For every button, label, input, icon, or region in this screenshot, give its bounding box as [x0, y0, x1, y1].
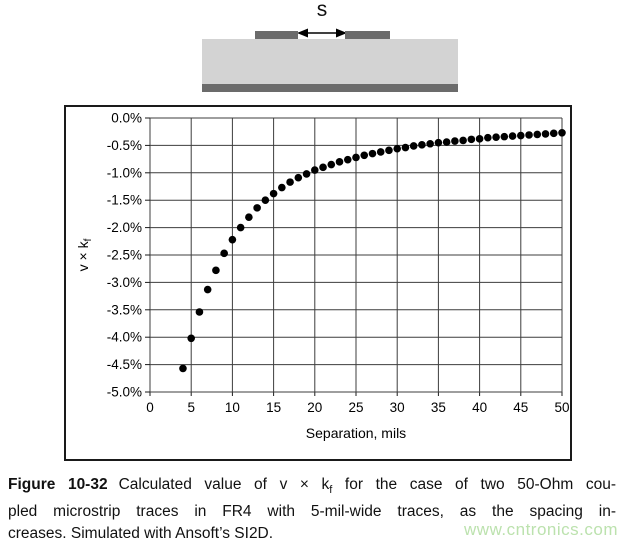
data-point	[501, 133, 509, 141]
data-point	[517, 132, 525, 140]
microstrip-trace-right	[345, 31, 390, 39]
caption-line-3: creases. Simulated with Ansoft’s SI2D.	[8, 525, 274, 543]
data-point	[369, 150, 377, 158]
chart-area	[64, 105, 572, 461]
x-tick-label: 35	[430, 400, 446, 415]
data-point	[229, 236, 237, 244]
ground-plane	[202, 84, 458, 92]
data-point	[212, 267, 220, 275]
microstrip-cross-section-diagram	[0, 0, 624, 100]
data-point	[253, 204, 261, 212]
data-point	[278, 184, 286, 192]
data-point	[451, 137, 459, 145]
data-point	[344, 156, 352, 164]
y-tick-label: -4.5%	[106, 357, 142, 373]
caption-subscript: f	[329, 484, 333, 497]
data-point	[262, 196, 270, 204]
watermark: www.cntronics.com	[464, 520, 618, 539]
y-tick-label: -4.0%	[106, 329, 142, 345]
x-tick-label: 20	[307, 400, 323, 415]
x-tick-label: 0	[146, 400, 154, 415]
data-point	[459, 137, 467, 145]
data-point	[426, 140, 434, 148]
data-point	[377, 148, 385, 156]
y-tick-label: -1.0%	[106, 165, 142, 181]
x-tick-label: 50	[554, 400, 570, 415]
x-tick-label: 10	[224, 400, 240, 415]
data-point	[220, 250, 228, 258]
figure-number: Figure 10-32	[8, 476, 108, 493]
y-axis-title: $v \times k_f$	[75, 238, 94, 272]
data-point	[179, 365, 187, 373]
data-point	[245, 213, 253, 221]
y-tick-label: -2.0%	[106, 220, 142, 236]
data-point	[327, 161, 335, 169]
x-tick-label: 15	[266, 400, 282, 415]
x-tick-label: 25	[348, 400, 364, 415]
data-point	[196, 308, 204, 316]
y-tick-label: -5.0%	[106, 384, 142, 400]
y-tick-label: -0.5%	[106, 137, 142, 153]
data-point	[270, 190, 278, 198]
data-point	[418, 141, 426, 149]
y-tick-label: -2.5%	[106, 247, 142, 263]
chart-svg	[64, 105, 572, 461]
data-point	[319, 164, 327, 172]
data-point	[303, 170, 311, 178]
data-point	[402, 144, 410, 152]
y-tick-label: -3.0%	[106, 274, 142, 290]
data-point	[492, 133, 500, 141]
data-point	[352, 154, 360, 162]
data-point	[393, 145, 401, 153]
data-point	[476, 135, 484, 143]
caption-line-2: pled microstrip traces in FR4 with 5-mil-wide traces, as the spacing in-	[8, 503, 616, 521]
data-point	[542, 130, 550, 138]
x-tick-label: 30	[389, 400, 405, 415]
data-point	[286, 178, 294, 186]
data-point	[533, 131, 541, 139]
caption-text-1b: for the case of two 50-Ohm cou-	[332, 476, 616, 493]
data-point	[187, 334, 195, 342]
spacing-label: s	[316, 0, 328, 21]
data-point	[237, 224, 245, 232]
x-axis-title: Separation, mils	[305, 425, 407, 441]
x-tick-label: 45	[513, 400, 529, 415]
microstrip-trace-left	[255, 31, 298, 39]
figure-caption	[8, 474, 616, 545]
data-point	[468, 136, 476, 144]
data-point	[360, 151, 368, 159]
data-point	[204, 286, 212, 294]
caption-text-1a: Calculated value of v × k	[118, 476, 330, 493]
y-tick-label: -3.5%	[106, 302, 142, 318]
data-point	[295, 174, 303, 182]
substrate	[202, 39, 458, 84]
x-tick-label: 5	[187, 400, 195, 415]
y-tick-label: 0.0%	[111, 110, 142, 126]
data-point	[550, 130, 558, 138]
caption-line-1	[8, 474, 616, 501]
data-point	[443, 138, 451, 146]
data-point	[385, 147, 393, 155]
data-point	[435, 139, 443, 147]
data-point	[336, 158, 344, 166]
data-point	[484, 134, 492, 142]
y-tick-label: -1.5%	[106, 192, 142, 208]
data-point	[311, 166, 319, 174]
data-point	[558, 129, 566, 137]
data-point	[509, 132, 517, 140]
spacing-arrow-icon	[296, 26, 348, 40]
data-point	[525, 131, 533, 139]
x-tick-label: 40	[472, 400, 488, 415]
data-point	[410, 142, 418, 150]
